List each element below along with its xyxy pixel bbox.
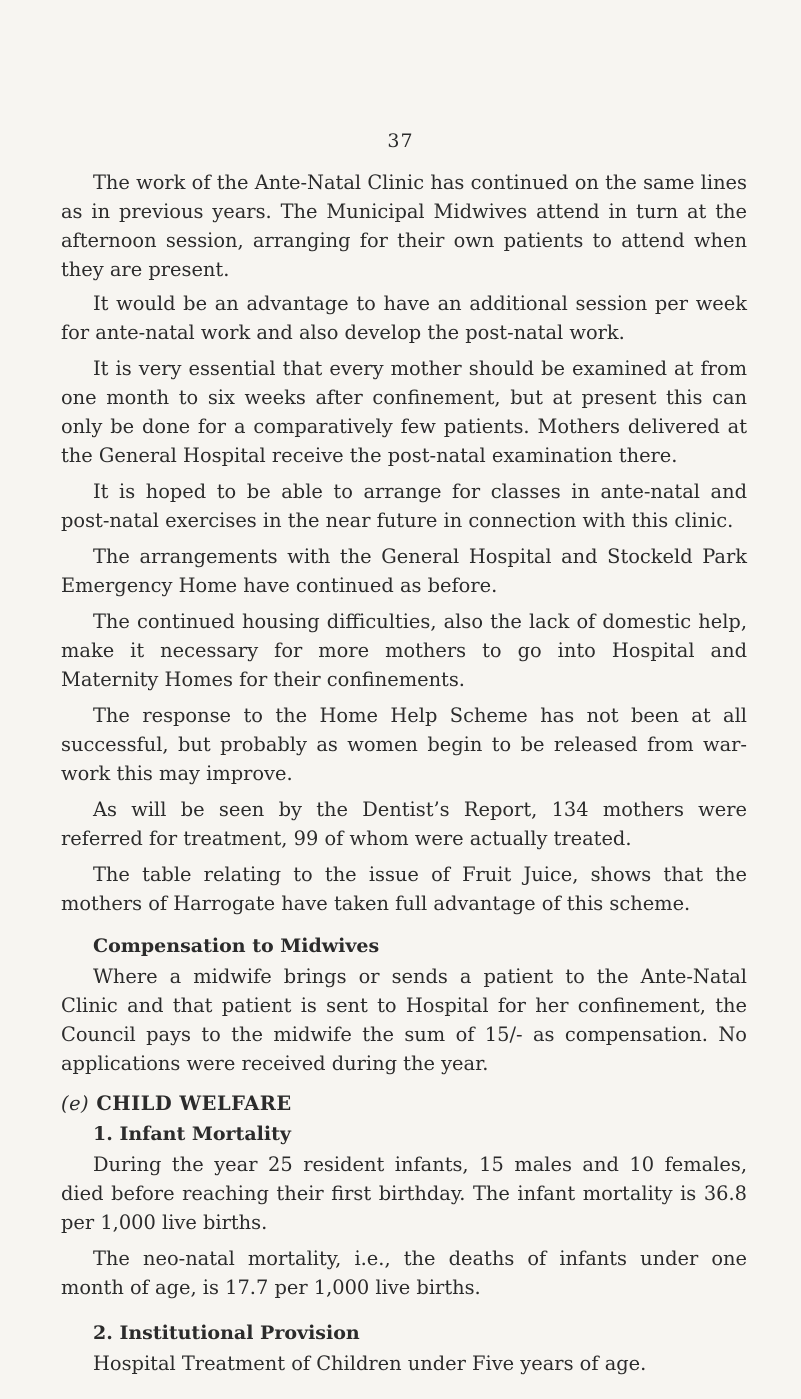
paragraph-antenatal-clinic: The work of the Ante-Natal Clinic has continued on the same lines as in previous years. The Municipal Midwives attend in turn at the afternoon session, arranging for their own patients to attend when they are present. <box>61 171 747 281</box>
page-body <box>61 168 747 1385</box>
paragraph-fruit-juice: The table relating to the issue of Fruit Juice, shows that the mothers of Harrogate have taken full advantage of this scheme. <box>61 863 747 915</box>
paragraph-compensation: Where a midwife brings or sends a patient to the Ante-Natal Clinic and that patient is sent to Hospital for her confinement, the Council pays to the midwife the sum of 15/- as compensation. No applications were received during the year. <box>61 965 747 1075</box>
paragraph-dentist-report: As will be seen by the Dentist’s Report, 134 mothers were referred for treatment, 99 of whom were actually treated. <box>61 798 747 850</box>
paragraph-hospital-arrangements: The arrangements with the General Hospital and Stockeld Park Emergency Home have continued as before. <box>61 545 747 597</box>
paragraph-infant-deaths: During the year 25 resident infants, 15 males and 10 females, died before reaching their first birthday. The infant mortality is 36.8 per 1,000 live births. <box>61 1153 747 1234</box>
child-welfare-title: CHILD WELFARE <box>96 1092 292 1115</box>
paragraph-postnatal-exam: It is very essential that every mother should be examined at from one month to six weeks after confinement, but at present this can only be done for a comparatively few patients. Mothers delivered at the General Hospital receive the post-natal examination there. <box>61 357 747 467</box>
paragraph-housing-difficulties: The continued housing difficulties, also the lack of domestic help, make it necessary for more mothers to go into Hospital and Maternity Homes for their confinements. <box>61 610 747 691</box>
paragraph-additional-session: It would be an advantage to have an additional session per week for ante-natal work and also develop the post-natal work. <box>61 292 747 344</box>
institutional-provision-heading: 2. Institutional Provision <box>93 1322 360 1344</box>
compensation-heading: Compensation to Midwives <box>93 935 380 957</box>
infant-mortality-heading: 1. Infant Mortality <box>93 1123 291 1145</box>
child-welfare-heading <box>61 1090 747 1118</box>
paragraph-exercise-classes: It is hoped to be able to arrange for classes in ante-natal and post-natal exercises in the near future in connection with this clinic. <box>61 480 747 532</box>
section-label: (e) <box>61 1092 90 1115</box>
page-number: 37 <box>387 130 414 152</box>
paragraph-neonatal-mortality: The neo-natal mortality, i.e., the deaths of infants under one month of age, is 17.7 per 1,000 live births. <box>61 1247 747 1299</box>
paragraph-home-help: The response to the Home Help Scheme has not been at all successful, but probably as women begin to be released from war-work this may improve. <box>61 704 747 785</box>
paragraph-hospital-treatment: Hospital Treatment of Children under Five years of age. <box>93 1352 647 1375</box>
